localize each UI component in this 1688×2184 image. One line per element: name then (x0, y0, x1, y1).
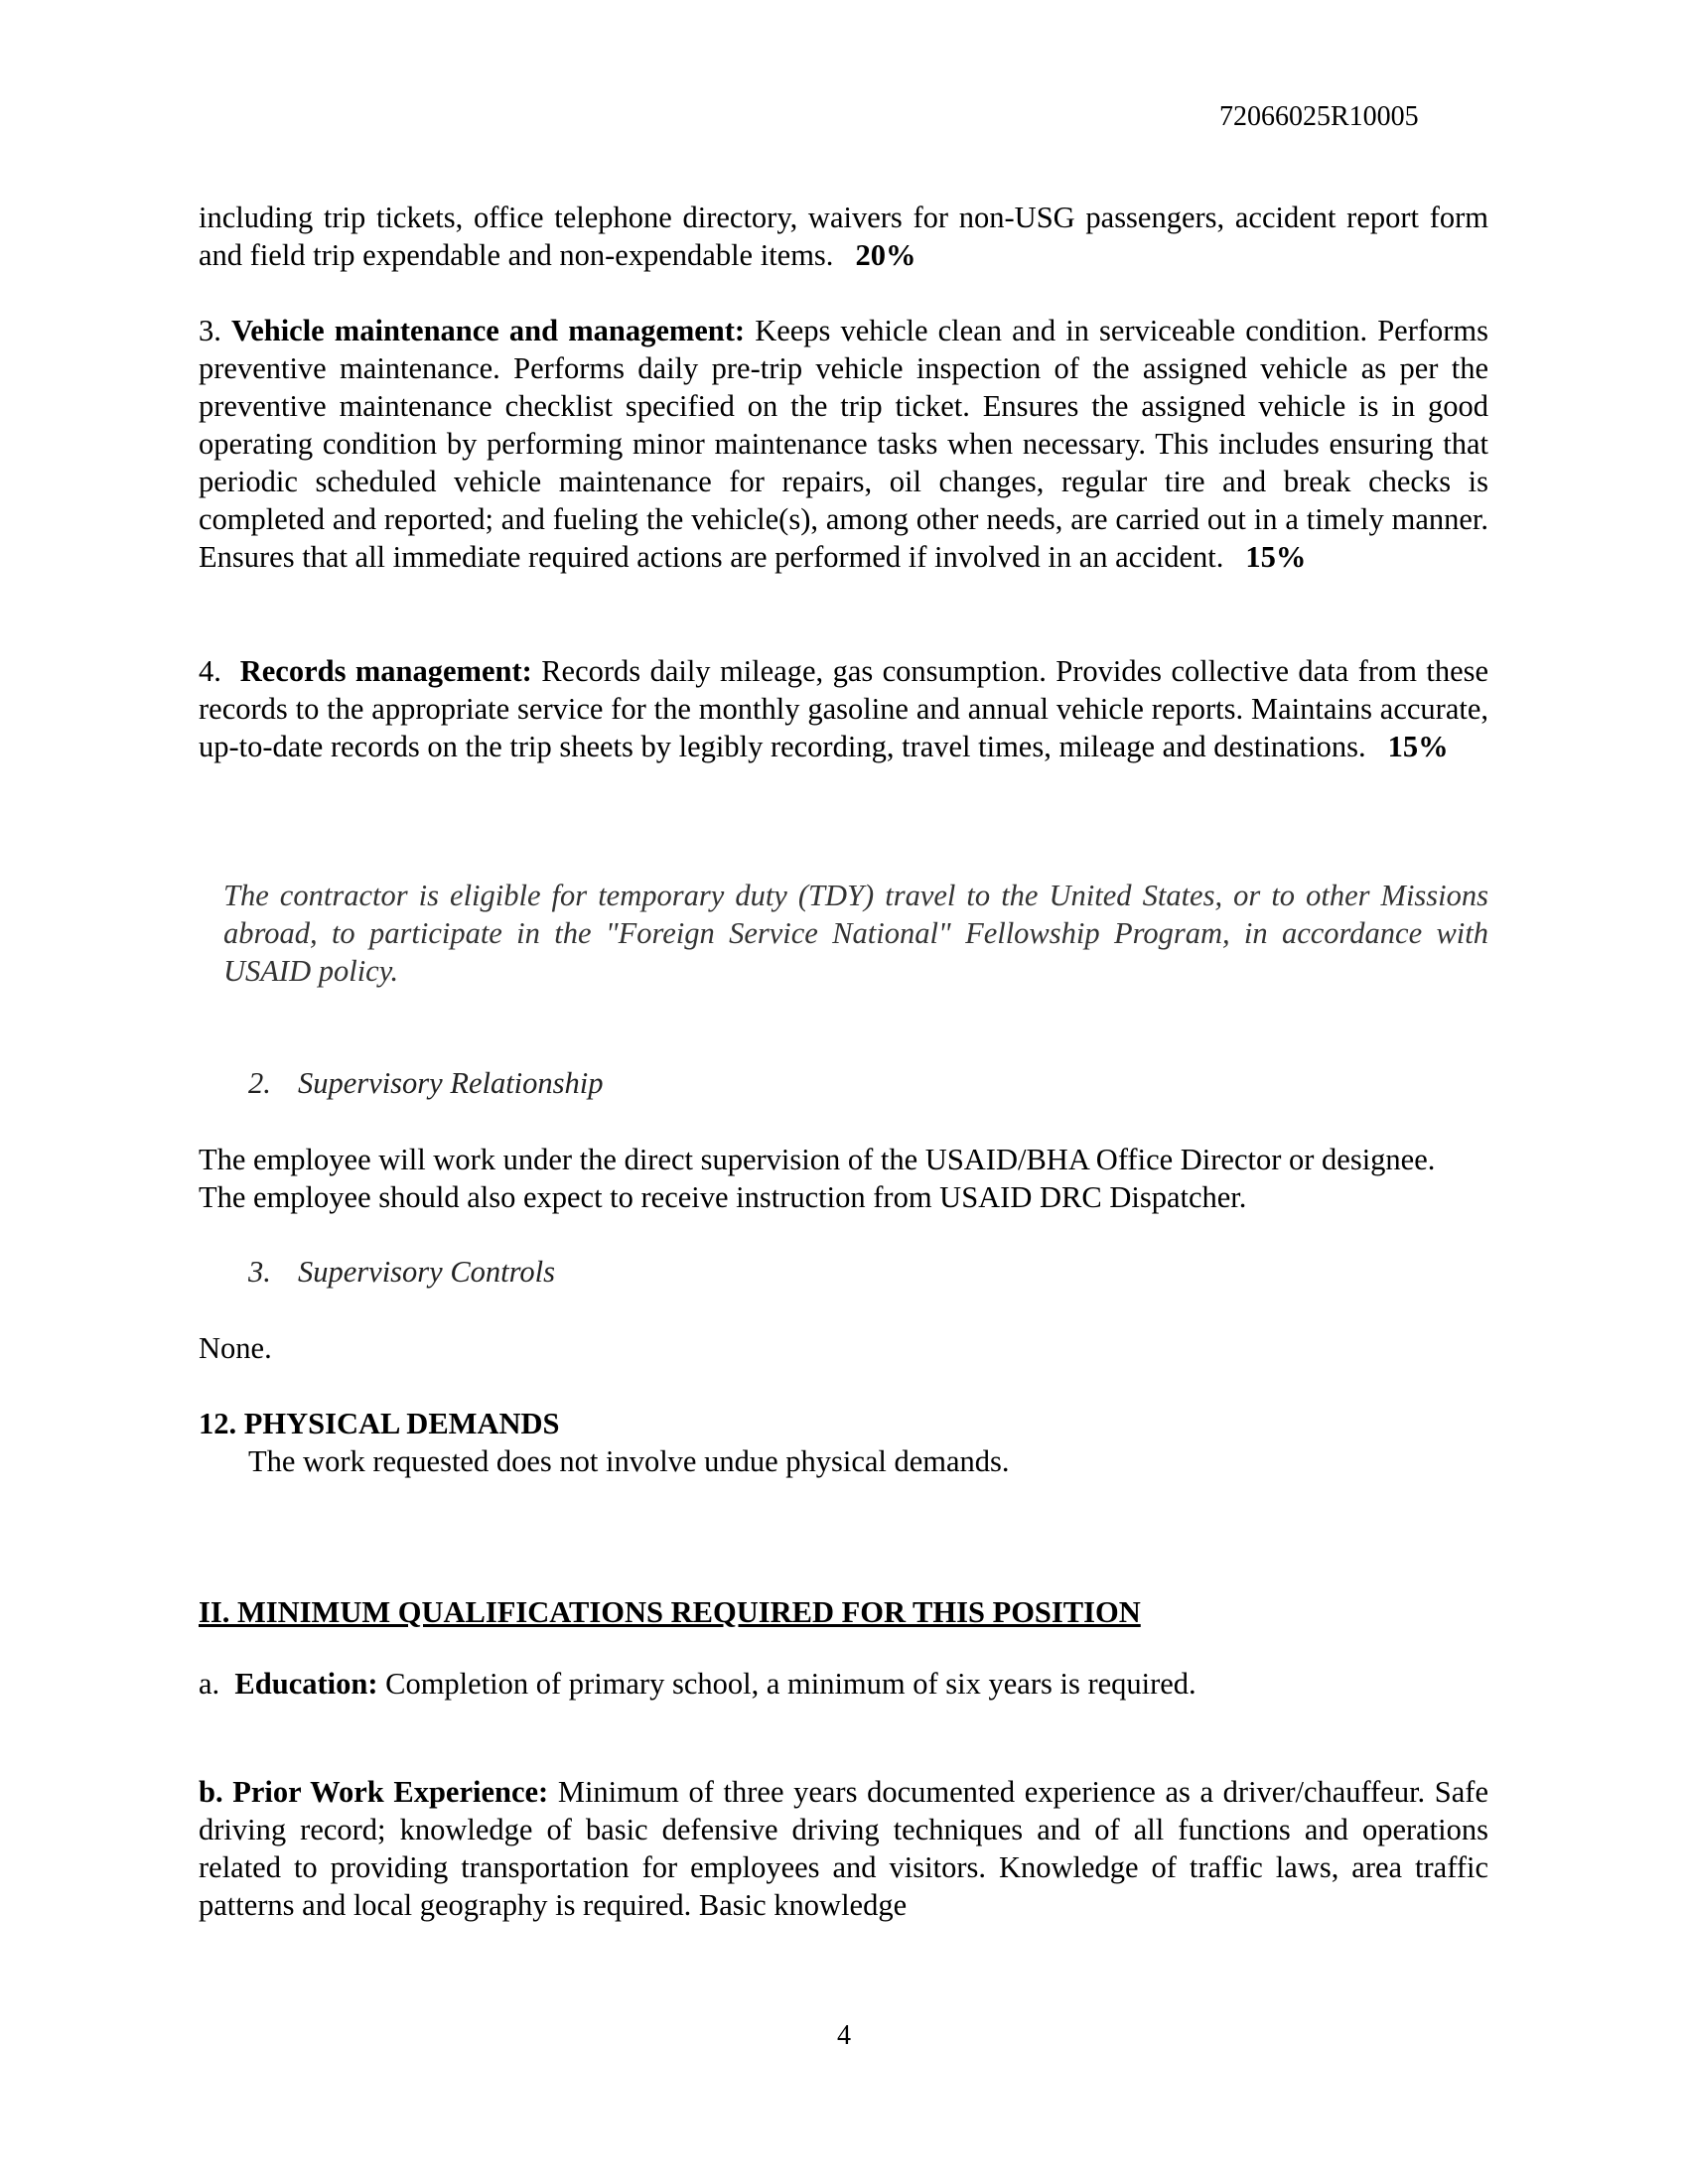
duty-vehicle-maintenance (199, 312, 1488, 576)
duty-percent: 15% (1387, 730, 1449, 763)
education-requirement (199, 1665, 1488, 1703)
education-text: Completion of primary school, a minimum of six years is required. (385, 1667, 1196, 1701)
heading-text: Supervisory Controls (298, 1255, 555, 1289)
tdy-note: The contractor is eligible for temporary duty (TDY) travel to the United States, or to other Missions abroad, to participate in the "Foreign Service National" Fellowship Program, in accordance with USAID policy. (223, 879, 1488, 988)
physical-demands-text: The work requested does not involve undue physical demands. (248, 1444, 1010, 1478)
physical-demands-heading: 12. PHYSICAL DEMANDS (199, 1407, 560, 1440)
heading-number: 2. (248, 1066, 271, 1100)
duty-percent: 15% (1245, 540, 1307, 574)
duty-title: Records management: (239, 654, 532, 688)
duty-records-management (199, 652, 1488, 765)
education-label: Education: (234, 1667, 378, 1701)
experience-label: b. Prior Work Experience: (199, 1775, 549, 1809)
duty-text: Records daily mileage, gas consumption. Provides collective data from these records to the appropriate service for the monthly gasoline and annual vehicle reports. Maintains accurate, up-to-date records on the trip sheets by legibly recording, travel times, mileage and destinations. (199, 654, 1489, 763)
duty-number: 4. (199, 654, 221, 688)
continued-paragraph-text: including trip tickets, office telephone directory, waivers for non-USG passengers, accident report form and field trip expendable and non-expendable items. (199, 201, 1488, 272)
experience-text: Minimum of three years documented experience as a driver/chauffeur. Safe driving record; knowledge of basic defensive driving techniques and of all functions and operations related to providing transportation for employees and visitors. Knowledge of traffic laws, area traffic patterns and local geography is required. Basic knowledge (199, 1775, 1489, 1922)
supervisory-controls-heading (248, 1253, 555, 1291)
duty-number: 3. (199, 314, 221, 347)
supervisory-relationship-heading (248, 1064, 604, 1102)
duty-text: Keeps vehicle clean and in serviceable condition. Performs preventive maintenance. Performs daily pre-trip vehicle inspection of the assigned vehicle as per the preventive maintenance checklist specified on the trip ticket. Ensures the assigned vehicle is in good operating condition by performing minor maintenance tasks when necessary. This includes ensuring that periodic scheduled vehicle maintenance for repairs, oil changes, regular tire and break checks is completed and reported; and fueling the vehicle(s), among other needs, are carried out in a timely manner. Ensures that all immediate required actions are performed if involved in an accident. (199, 314, 1489, 574)
supervisory-controls-text: None. (199, 1331, 272, 1365)
duty-title: Vehicle maintenance and management: (230, 314, 746, 347)
experience-requirement (199, 1773, 1488, 1924)
heading-number: 3. (248, 1255, 271, 1289)
heading-text: Supervisory Relationship (298, 1066, 604, 1100)
supervisory-relationship-text: The employee will work under the direct supervision of the USAID/BHA Office Director or designee. The employee should also expect to receive instruction from USAID DRC Dispatcher. (199, 1143, 1436, 1214)
duty-percent: 20% (855, 238, 916, 272)
item-letter: a. (199, 1667, 220, 1701)
solicitation-number: 72066025R10005 (1219, 101, 1419, 132)
continued-paragraph (199, 199, 1488, 274)
page-number: 4 (837, 2020, 851, 2051)
section-heading: II. MINIMUM QUALIFICATIONS REQUIRED FOR THIS POSITION (199, 1595, 1141, 1629)
